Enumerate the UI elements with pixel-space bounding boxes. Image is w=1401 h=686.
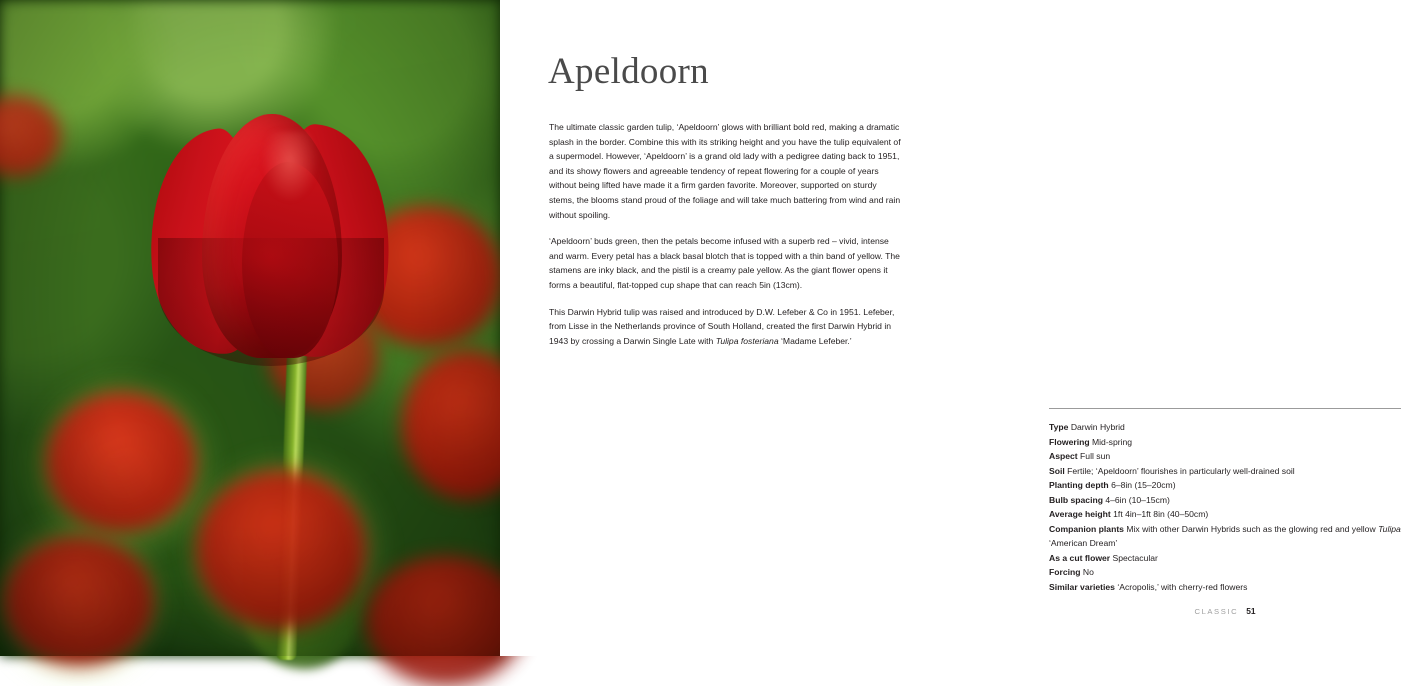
spec-row (1049, 493, 1401, 508)
spec-value: Spectacular (1112, 552, 1158, 563)
spec-key: Companion plants (1049, 523, 1127, 534)
spec-value: Fertile; ‘Apeldoorn’ flourishes in particularly well-drained soil (1067, 465, 1295, 476)
paragraph-3-after: ‘Madame Lefeber.’ (778, 335, 852, 346)
body-copy (549, 120, 901, 348)
footer-category: CLASSIC (1194, 607, 1239, 616)
text-page (500, 0, 1401, 656)
paragraph-1: The ultimate classic garden tulip, ‘Apeldoorn’ glows with brilliant bold red, making a dramatic splash in the border. Combine this with its striking height and you have the tulip equivalent of a supermodel. However, ‘Apeldoorn’ is a grand old lady with a pedigree dating back to 1951, and its showy flowers and agreeable tendency of repeat flowering for a couple of years without being lifted have made it a firm garden favorite. Moreover, supported on sturdy stems, the blooms stand proud of the foliage and will take much battering from wind and rain without spoiling. (549, 122, 901, 220)
page-number: 51 (1246, 606, 1256, 616)
spec-value: ‘Acropolis,’ with cherry-red flowers (1117, 581, 1248, 592)
paragraph-3-before: This Darwin Hybrid tulip was raised and introduced by D.W. Lefeber & Co in 1951. Lefeber, from Lisse in the Netherlands province of South Holland, created the first Darwin Hybrid in 1943 by crossing a Darwin Single Late with (549, 306, 895, 346)
spec-row (1049, 580, 1401, 595)
paragraph-3-italic: Tulipa fosteriana (715, 335, 779, 346)
spec-row (1049, 420, 1401, 435)
spec-row (1049, 522, 1401, 551)
photo-vignette (0, 0, 500, 656)
spec-value: 4–6in (10–15cm) (1105, 494, 1170, 505)
spec-key: Planting depth (1049, 480, 1112, 490)
spec-key: Aspect (1049, 451, 1081, 461)
spec-value: Darwin Hybrid (1070, 422, 1125, 432)
spec-key: Bulb spacing (1049, 494, 1106, 505)
paragraph-3 (549, 305, 901, 349)
spec-value: 6–8in (15–20cm) (1111, 480, 1176, 490)
spec-value-italic: Tulipa (1378, 523, 1401, 534)
spec-row (1049, 565, 1401, 580)
spec-list (1049, 420, 1401, 594)
page-title: Apeldoorn (548, 51, 709, 92)
spec-key: Forcing (1049, 567, 1083, 577)
spec-row (1049, 478, 1401, 493)
spec-row (1049, 507, 1401, 522)
spec-value-before: Mix with other Darwin Hybrids such as the glowing red and yellow (1126, 523, 1379, 534)
spec-divider (1049, 408, 1401, 409)
apeldoorn-tulip-photograph (0, 0, 500, 656)
spec-row (1049, 464, 1401, 479)
spec-key: As a cut flower (1049, 552, 1113, 563)
spec-key: Similar varieties (1049, 581, 1118, 592)
spec-key: Flowering (1049, 436, 1092, 447)
spec-row (1049, 435, 1401, 450)
spec-value: Mid-spring (1091, 436, 1133, 447)
page-footer (1049, 606, 1401, 616)
spec-value: Full sun (1080, 451, 1111, 461)
spec-key: Soil (1049, 465, 1068, 476)
spec-row (1049, 551, 1401, 566)
spec-value-after: ‘American Dream’ (1049, 538, 1118, 548)
spec-key: Type (1049, 422, 1071, 432)
spec-row (1049, 449, 1401, 464)
spec-value: 1ft 4in–1ft 8in (40–50cm) (1113, 509, 1209, 519)
spec-key: Average height (1049, 509, 1114, 519)
paragraph-2: ‘Apeldoorn’ buds green, then the petals become infused with a superb red – vivid, intense and warm. Every petal has a black basal blotch that is topped with a thin band of yellow. The stamens are inky black, and the pistil is a creamy pale yellow. As the giant flower opens it forms a beautiful, flat-topped cup shape that can reach 5in (13cm). (549, 236, 900, 290)
spec-value: No (1082, 567, 1094, 577)
